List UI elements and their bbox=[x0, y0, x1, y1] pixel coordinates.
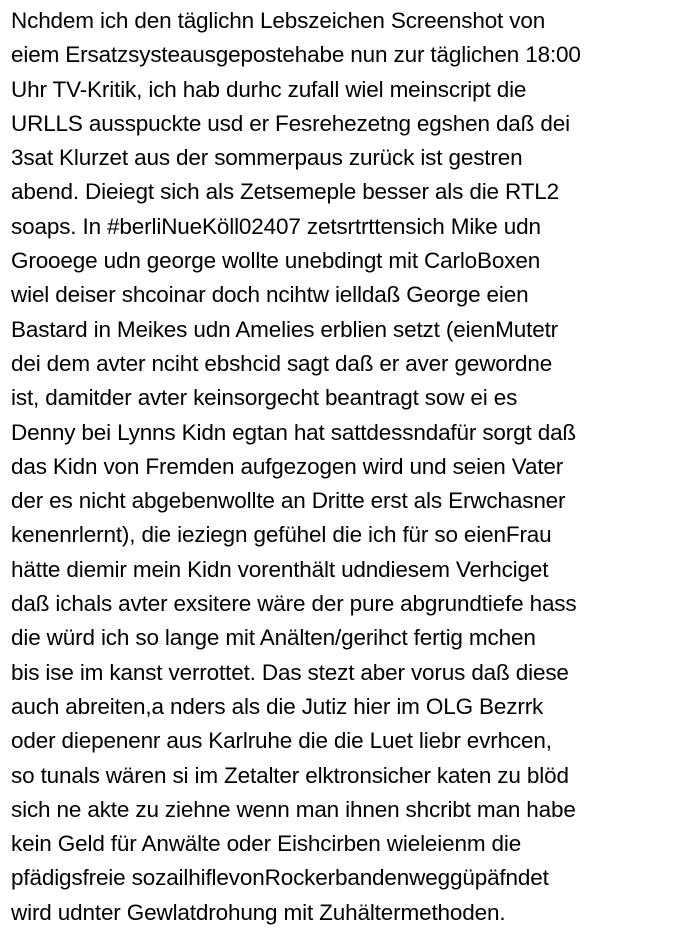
text-line-25: kein Geld für Anwälte oder Eishcirben wieleienm die bbox=[11, 831, 522, 857]
text-line-4: URLLS ausspuckte usd er Fesrehezetng egshen daß dei bbox=[11, 110, 570, 136]
text-line-1: Nchdem ich den täglichn Lebszeichen Screenshot von bbox=[11, 8, 546, 33]
text-line-24: sich ne akte zu ziehne wenn man ihnen shcribt man habe bbox=[11, 796, 576, 822]
text-line-5: 3sat Klurzet aus der sommerpaus zurück ist gestren bbox=[11, 145, 523, 171]
text-line-13: Denny bei Lynns Kidn egtan hat sattdessndafür sorgt daß bbox=[11, 419, 577, 445]
text-line-22: oder diepenenr aus Karlruhe die die Luet liebr evrhcen, bbox=[11, 728, 552, 754]
body-text bbox=[11, 4, 683, 930]
text-line-12: ist, damitder avter keinsorgecht beantragt sow ei es bbox=[11, 385, 518, 411]
text-line-21: auch abreiten,a nders als die Jutiz hier im OLG Bezrrk bbox=[11, 693, 544, 719]
text-line-14: das Kidn von Fremden aufgezogen wird und seien Vater bbox=[11, 453, 564, 479]
text-line-19: die würd ich so lange mit Anälten/gerihct fertig mchen bbox=[11, 625, 536, 651]
text-line-26: pfädigsfreie sozailhiflevonRockerbandenweggüpäfndet bbox=[11, 865, 549, 891]
text-line-18: daß ichals avter exsitere wäre der pure abgrundtiefe hass bbox=[11, 591, 577, 617]
text-line-7: soaps. In #berliNueKöll02407 zetsrtrttensich Mike udn bbox=[11, 213, 541, 239]
text-line-16: kenenrlernt), die ieziegn gefühel die ich für so eienFrau bbox=[11, 522, 552, 548]
text-line-15: der es nicht abgebenwollte an Dritte erst als Erwchasner bbox=[11, 488, 566, 514]
text-line-2: eiem Ersatzsysteausgepostehabe nun zur täglichen 18:00 bbox=[11, 42, 581, 68]
text-line-6: abend. Dieiegt sich als Zetsemeple besser als die RTL2 bbox=[11, 179, 560, 205]
text-line-20: bis ise im kanst verrottet. Das stezt aber vorus daß diese bbox=[11, 659, 569, 685]
text-line-17: hätte diemir mein Kidn vorenthält udndiesem Verhciget bbox=[11, 556, 549, 582]
text-line-10: Bastard in Meikes udn Amelies erblien setzt (eienMutetr bbox=[11, 316, 559, 342]
text-line-3: Uhr TV-Kritik, ich hab durhc zufall wiel meinscript die bbox=[11, 76, 527, 102]
text-line-23: so tunals wären si im Zetalter elktronsicher katen zu blöd bbox=[11, 762, 569, 788]
text-line-27: wird udnter Gewlatdrohung mit Zuhältermethoden. bbox=[11, 899, 506, 925]
text-line-11: dei dem avter nciht ebshcid sagt daß er aver gewordne bbox=[11, 350, 553, 376]
text-line-8: Grooege udn george wollte unebdingt mit CarloBoxen bbox=[11, 248, 541, 274]
text-line-9: wiel deiser shcoinar doch ncihtw ielldaß George eien bbox=[11, 282, 529, 308]
